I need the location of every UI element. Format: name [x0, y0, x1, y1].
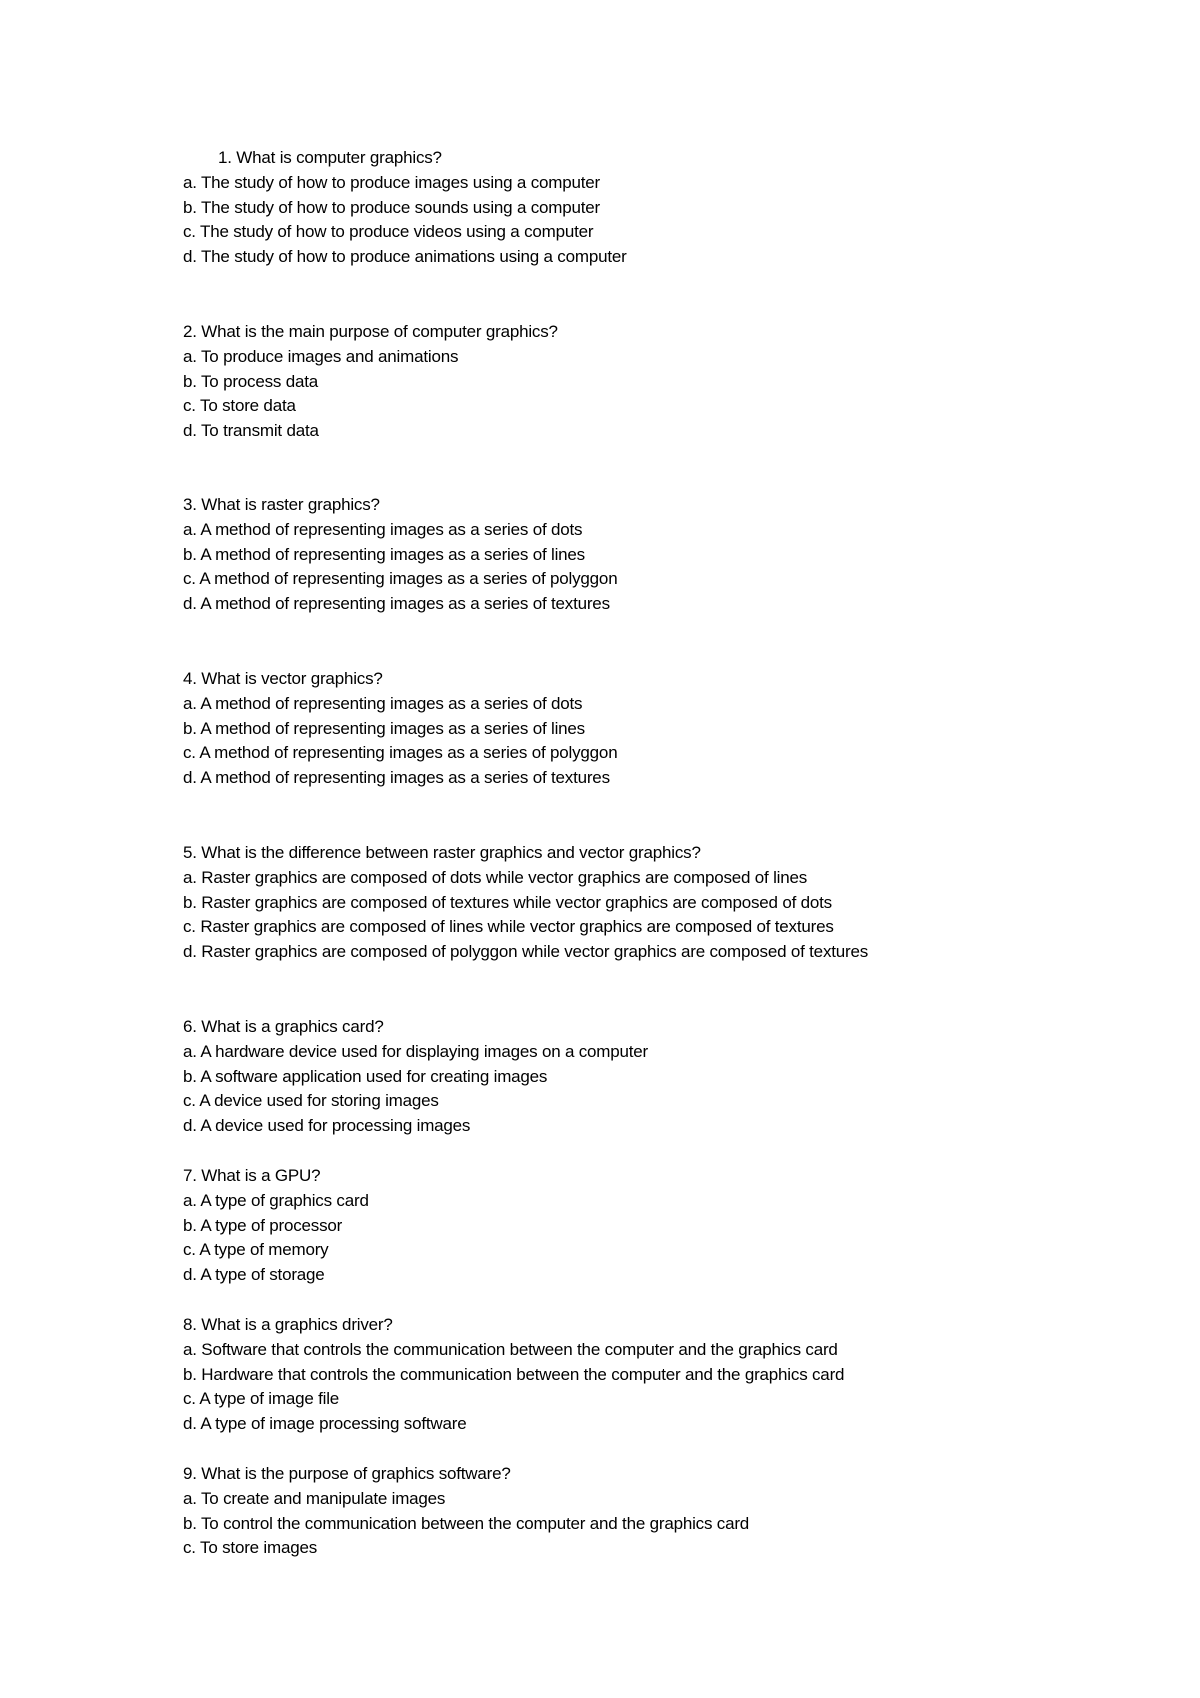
option-d: d. A method of representing images as a series of textures — [183, 768, 610, 788]
question-text: 5. What is the difference between raster graphics and vector graphics? — [183, 843, 701, 862]
option-a: a. Raster graphics are composed of dots while vector graphics are composed of lines — [183, 867, 808, 887]
question-text: 2. What is the main purpose of computer graphics? — [183, 322, 558, 341]
option-a: a. A method of representing images as a series of dots — [183, 519, 583, 539]
option-c: c. The study of how to produce videos using a computer — [183, 222, 594, 242]
question-text: 8. What is a graphics driver? — [183, 1315, 393, 1334]
option-c: c. A method of representing images as a series of polyggon — [183, 743, 618, 763]
option-b: b. A type of processor — [183, 1215, 343, 1235]
option-b: b. To control the communication between the computer and the graphics card — [183, 1513, 750, 1533]
option-a: a. A hardware device used for displaying images on a computer — [183, 1041, 649, 1061]
option-b: b. To process data — [183, 371, 319, 391]
option-d: d. Raster graphics are composed of polyggon while vector graphics are composed of textures — [183, 942, 869, 962]
option-c: c. A type of image file — [183, 1389, 340, 1409]
option-d: d. A type of image processing software — [183, 1414, 467, 1434]
option-b: b. A method of representing images as a series of lines — [183, 718, 585, 738]
question-text: 1. What is computer graphics? — [218, 148, 442, 167]
question-text: 7. What is a GPU? — [183, 1166, 321, 1185]
question-block-7 — [183, 1164, 369, 1288]
option-b: b. A method of representing images as a series of lines — [183, 544, 585, 564]
option-a: a. The study of how to produce images using a computer — [183, 172, 600, 192]
question-text: 6. What is a graphics card? — [183, 1017, 384, 1036]
question-block-2 — [183, 320, 558, 444]
question-block-9 — [183, 1462, 749, 1561]
option-b: b. The study of how to produce sounds using a computer — [183, 197, 600, 217]
question-text: 4. What is vector graphics? — [183, 669, 383, 688]
option-a: a. A method of representing images as a series of dots — [183, 693, 583, 713]
question-text: 3. What is raster graphics? — [183, 495, 380, 514]
option-d: d. The study of how to produce animations using a computer — [183, 247, 627, 267]
option-b: b. Hardware that controls the communication between the computer and the graphics card — [183, 1364, 845, 1384]
option-b: b. A software application used for creating images — [183, 1066, 548, 1086]
option-c: c. To store images — [183, 1538, 318, 1558]
question-block-6 — [183, 1015, 648, 1139]
option-c: c. A device used for storing images — [183, 1091, 439, 1111]
option-a: a. To create and manipulate images — [183, 1488, 446, 1508]
question-block-5 — [183, 841, 868, 965]
option-a: a. To produce images and animations — [183, 346, 459, 366]
question-block-8 — [183, 1313, 844, 1437]
option-a: a. Software that controls the communication between the computer and the graphics card — [183, 1339, 838, 1359]
option-d: d. A method of representing images as a series of textures — [183, 594, 610, 614]
option-c: c. A type of memory — [183, 1240, 329, 1260]
option-b: b. Raster graphics are composed of textures while vector graphics are composed of dots — [183, 892, 832, 912]
question-text: 9. What is the purpose of graphics software? — [183, 1464, 511, 1483]
option-d: d. To transmit data — [183, 421, 319, 441]
option-c: c. A method of representing images as a series of polyggon — [183, 569, 618, 589]
question-block-1 — [183, 146, 627, 270]
option-d: d. A type of storage — [183, 1265, 325, 1285]
option-d: d. A device used for processing images — [183, 1116, 471, 1136]
option-c: c. Raster graphics are composed of lines while vector graphics are composed of textures — [183, 917, 834, 937]
question-block-4 — [183, 667, 617, 791]
option-a: a. A type of graphics card — [183, 1190, 369, 1210]
option-c: c. To store data — [183, 396, 296, 416]
question-block-3 — [183, 493, 617, 617]
